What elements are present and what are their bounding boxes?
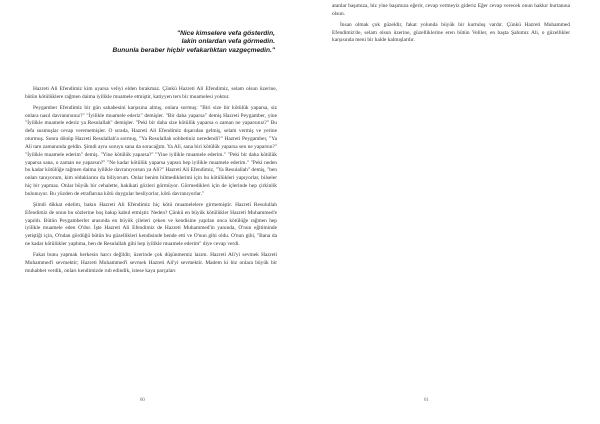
left-body-text: [25, 86, 277, 278]
paragraph: Peygamber Efendimiz bir gün sahabesini karşısına almış, onlara sormuş: "Biri size bir kötülük yaparsa, siz onlara nasıl davranırsınız?" "İyilikle muamele ederiz" demişler. "Bir daha yaparsa" demiş Hazreti Peygamber, yine "İyilikle muamele ederiz ya Resulallah" demişler. "Peki bir daha size kötülük yaparsa o zaman ne yaparsınız?" Bu defa susmuşlar cevap verememişler. O sırada, Hazreti Ali Efendimiz dışarıdan gelmiş, selam vermiş ve yerine oturmuş. Sonra dönüp Hazreti Resulallah'a sormuş, "Ya Resulallah sohbetiniz neredendi?" Hazreti Peygamber, "Ya Ali tam zamanında geldin. Şimdi aynı soruyu sana da soracağım. Ya Ali, sana biri kötülük yaparsa sen ne yaparsın?" "İyilikle muamele ederim" demiş. "Yine kötülük yaparsa?" "Yine iyilikle muamele ederim." "Peki bir daha kötülük yaparsa sana, o zaman ne yaparsın?" "Ne kadar kötülük yaparsa yapsın hep iyilikle muamele ederim." "Peki neden bu kadar kötülüğe rağmen daima iyilikle davranıyorsun ya Ali?" Hazreti Ali Efendimiz, "Ya Resulallah" demiş, "ben onları tanıyorum, kim olduklarını da biliyorum. Onlar benim bilmediklerimi için bu kötülükleri yapıyorlar, bilseler hiç bir yapmaz. Onlar büyük bir cehalette, hakikati gözleri görmüyor. Görmedikleri için de içlerinde hep çirkinlik bulunuyor. Bu yüzden de etraflarına kötü duygular besliyorlar, kötü davranıyorlar.": [25, 104, 277, 197]
right-body-text: [332, 3, 570, 48]
paragraph: İnsan olmak çok güzeldir, fakat yolunda büyük bir kurtuluş vardır. Çünkü Hazreti Muhammed Efendimiz'de, selam olsun üzerine, güzelliklerine eren bütün Veliler, en başta Şahımız Ali, o güzellikler karşısında meni bir halde kalmışlardır.: [332, 21, 570, 44]
page-number: 61: [424, 398, 429, 403]
paragraph: Hazreti Ali Efendimiz kim uyarsa veliyi elden bırakmaz. Çünkü Hazreti Ali Efendimiz, selam olsun üzerine, bütün kötülüklere rağmen daima iyilikle muamele etmiştir, katiyyen ters bir muamelesi yoktur.: [25, 86, 277, 100]
epigraph-quote: [100, 30, 275, 55]
epigraph-line: "Nice kimselere vefa gösterdin,: [176, 30, 275, 37]
epigraph-line: Bununla beraber hiçbir vefakarlıktan vazgeçmedin.": [112, 46, 275, 54]
paragraph: Şimdi dikkat edelim, bakın Hazreti Ali Efendimiz hiç kötü muamelelere girmemiştir. Hazreti Resulullah Efendimiz de onun bu sözlerine hoş bakıp kabul etmiştir. Neden? Çünkü en büyük kötülükler Hazreti Muhammed'e yapıldı. Bütün Peygamberler arasında en büyük çileleri çeken ve kendisine yapılan onca kötülüğe rağmen hep iyilikle muamele eden O'dur. İşte Hazreti Ali Efendimiz de Hazreti Muhammed'in yanında, O'nun eğitiminde yetiştiği için, O'ndan gördüğü bütün bu güzellikleri kendisinde bende etti ve O'nun gibi oldu. O'nun gibi, "Bana da ne kadar kötülükler yaphma, ben de Resulallah gibi hep iyilikle muamele ederim" diye cevap verdi.: [25, 201, 277, 248]
paragraph: atanlar başımıza, biz yine başımıza eğerir, cevap vermeyiz gideriz Eğer cevap verecek onun hakkır burtanına olsun.: [332, 3, 570, 17]
page-number: 60: [140, 398, 145, 403]
epigraph-line: lakin onlardan vefa görmedin.: [181, 38, 275, 46]
right-page: [300, 0, 600, 424]
paragraph: Fakat bunu yapmak herkesin harcı değildir, üzerinde çok düşünmemiz lazım. Hazreti Ali'yi sevmek Hazreti Muhammed'i sevmektir; Hazreti Muhammed'i sevmek Hazreti Ali'yi sevmektir. Madem ki biz onlara büyük bir muhabbet verdik, onları kendimizde rub edindik, istese kaya parçaları: [25, 251, 277, 274]
